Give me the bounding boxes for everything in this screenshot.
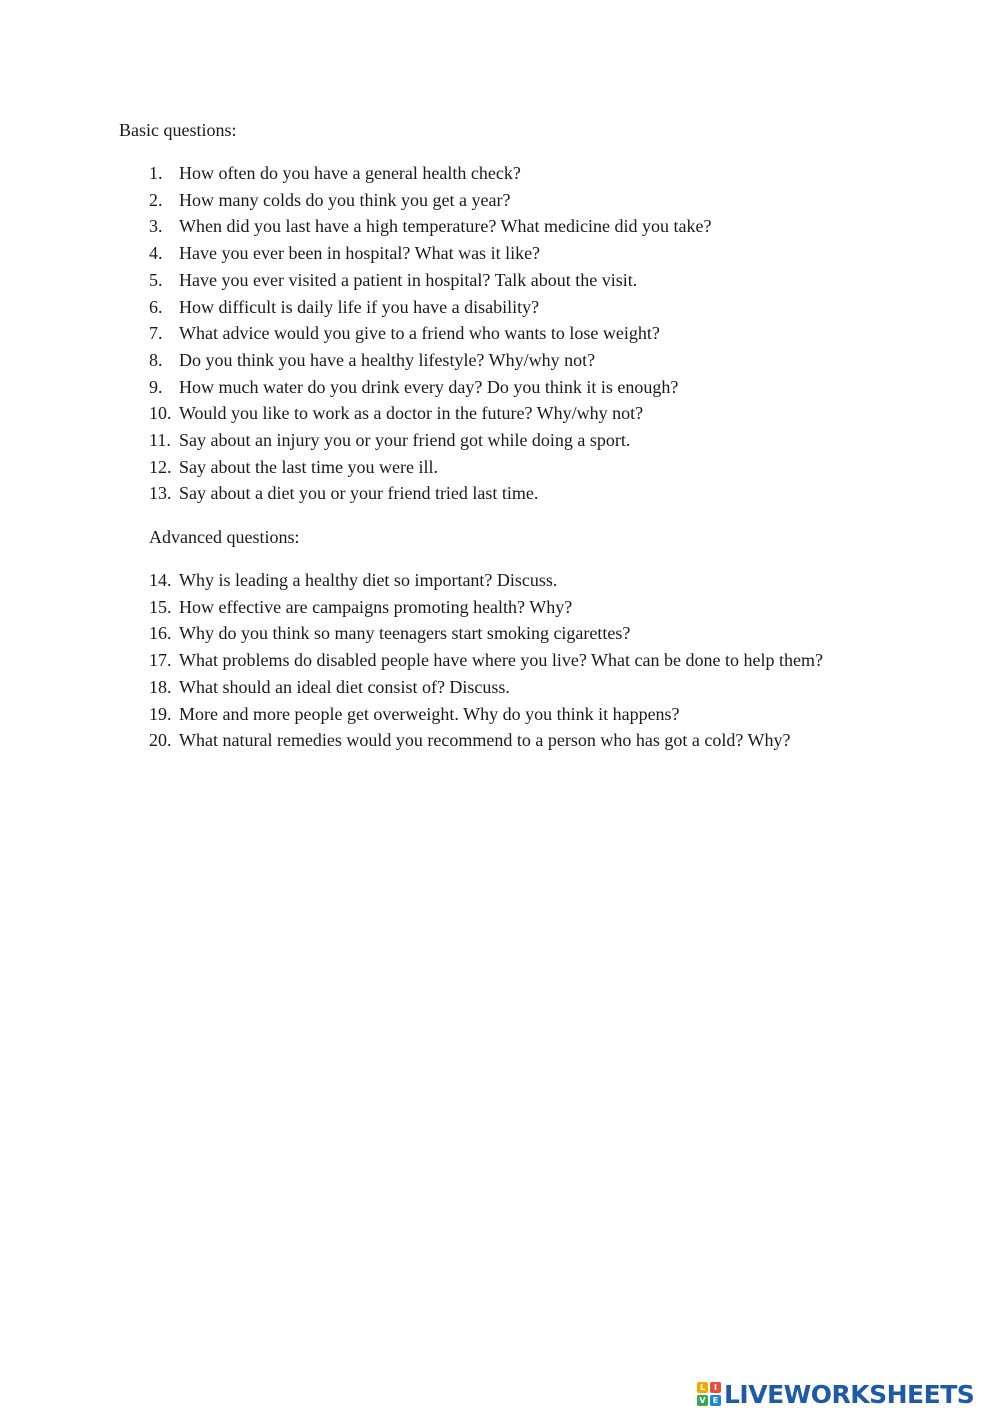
question-text: What should an ideal diet consist of? Discuss. — [179, 676, 510, 697]
question-text: How often do you have a general health check? — [179, 163, 521, 183]
question-item — [149, 480, 909, 507]
question-item — [149, 727, 909, 754]
question-item — [149, 701, 909, 728]
question-number: 2. — [149, 189, 163, 210]
logo-mark-tile: V — [697, 1395, 708, 1406]
question-item — [149, 347, 909, 374]
logo-mark-tile: L — [697, 1382, 708, 1393]
question-number: 17. — [149, 650, 172, 671]
question-text: More and more people get overweight. Why do you think it happens? — [179, 703, 680, 724]
question-item — [149, 454, 909, 481]
advanced-questions-heading: Advanced questions: — [149, 527, 300, 547]
logo-mark-tile: I — [710, 1382, 721, 1393]
question-item — [149, 294, 909, 321]
logo-mark-icon — [697, 1382, 721, 1406]
basic-questions-heading: Basic questions: — [119, 120, 237, 140]
question-text: How much water do you drink every day? Do you think it is enough? — [179, 376, 679, 397]
question-text: How many colds do you think you get a year? — [179, 189, 511, 210]
question-text: Would you like to work as a doctor in the future? Why/why not? — [179, 403, 644, 424]
logo-mark-tile: E — [710, 1395, 721, 1406]
question-item — [149, 187, 909, 214]
question-number: 8. — [149, 349, 163, 370]
question-item — [149, 647, 909, 674]
question-item — [149, 320, 909, 347]
question-number: 1. — [149, 163, 163, 183]
question-item — [149, 567, 909, 594]
liveworksheets-logo — [697, 1378, 974, 1410]
question-text: When did you last have a high temperature? What medicine did you take? — [179, 216, 712, 237]
question-number: 14. — [149, 570, 172, 590]
question-text: Have you ever been in hospital? What was it like? — [179, 243, 541, 264]
question-number: 19. — [149, 703, 172, 724]
question-number: 11. — [149, 430, 171, 451]
question-number: 9. — [149, 376, 163, 397]
question-item — [149, 213, 909, 240]
question-item — [149, 427, 909, 454]
question-text: Have you ever visited a patient in hospital? Talk about the visit. — [179, 269, 638, 290]
question-item — [149, 620, 909, 647]
question-text: Say about a diet you or your friend tried last time. — [179, 483, 539, 504]
basic-questions-list — [149, 160, 909, 507]
question-item — [149, 594, 909, 621]
question-item — [149, 160, 909, 187]
question-number: 15. — [149, 596, 172, 617]
question-text: How difficult is daily life if you have a disability? — [179, 296, 540, 317]
question-item — [149, 267, 909, 294]
question-text: How effective are campaigns promoting health? Why? — [179, 596, 573, 617]
logo-text: LIVEWORKSHEETS — [724, 1379, 975, 1409]
question-number: 18. — [149, 676, 172, 697]
question-number: 7. — [149, 323, 163, 344]
question-item — [149, 400, 909, 427]
question-text: Why is leading a healthy diet so important? Discuss. — [179, 570, 558, 590]
question-text: Why do you think so many teenagers start smoking cigarettes? — [179, 623, 631, 644]
question-text: Say about the last time you were ill. — [179, 456, 438, 477]
question-item — [149, 374, 909, 401]
question-text: What natural remedies would you recommend to a person who has got a cold? Why? — [179, 730, 791, 751]
question-number: 3. — [149, 216, 163, 237]
question-text: What advice would you give to a friend who wants to lose weight? — [179, 323, 660, 344]
question-item — [149, 240, 909, 267]
question-item — [149, 674, 909, 701]
question-text: What problems do disabled people have where you live? What can be done to help them? — [179, 650, 823, 671]
question-number: 16. — [149, 623, 172, 644]
question-number: 6. — [149, 296, 163, 317]
question-number: 20. — [149, 730, 172, 751]
question-number: 5. — [149, 269, 163, 290]
question-number: 13. — [149, 483, 172, 504]
question-number: 12. — [149, 456, 172, 477]
question-number: 10. — [149, 403, 172, 424]
question-text: Say about an injury you or your friend got while doing a sport. — [179, 430, 631, 451]
question-number: 4. — [149, 243, 163, 264]
question-text: Do you think you have a healthy lifestyle? Why/why not? — [179, 349, 596, 370]
advanced-questions-list — [149, 567, 909, 754]
